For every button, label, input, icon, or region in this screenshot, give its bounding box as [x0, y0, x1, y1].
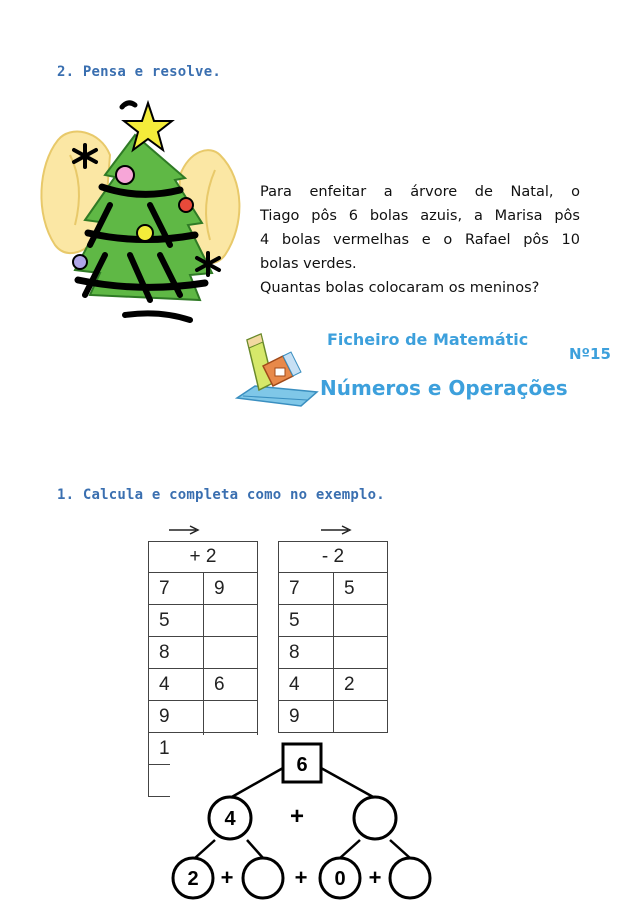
- books-pencil-icon: [235, 328, 320, 410]
- table-cell: 4: [279, 669, 334, 701]
- section-1-heading: 1. Calcula e completa como no exemplo.: [57, 487, 385, 503]
- table-row: [149, 573, 258, 605]
- plus-sign: +: [294, 865, 308, 890]
- sheet-number: Nº15: [569, 345, 611, 363]
- table-cell: 9: [204, 573, 258, 605]
- table-cell: 5: [149, 605, 204, 637]
- table-row: [149, 701, 258, 733]
- table-cell: 8: [279, 637, 334, 669]
- number-tree-diagram: [165, 740, 435, 900]
- table-cell: 5: [279, 605, 334, 637]
- christmas-tree-illustration: [30, 95, 250, 330]
- table-cell: 2: [334, 669, 388, 701]
- table-header: + 2: [149, 542, 258, 573]
- node-circle[interactable]: [390, 858, 430, 898]
- table-cell: 8: [149, 637, 204, 669]
- answer-cell[interactable]: [204, 605, 258, 637]
- table-cell: 7: [149, 573, 204, 605]
- table-cell: 7: [279, 573, 334, 605]
- table-cell: 5: [334, 573, 388, 605]
- plus-sign: +: [289, 803, 305, 830]
- node-circle[interactable]: [243, 858, 283, 898]
- table-row: [279, 637, 388, 669]
- numeros-operacoes-subtitle: Números e Operações: [320, 376, 568, 400]
- table-row: [149, 605, 258, 637]
- table-cell: 6: [204, 669, 258, 701]
- left-node-value: 4: [224, 808, 236, 830]
- table-cell: 9: [279, 701, 334, 733]
- table-row: [149, 637, 258, 669]
- node-circle[interactable]: [354, 797, 396, 839]
- answer-cell[interactable]: [204, 701, 258, 733]
- problem-text: [260, 180, 580, 300]
- bottom-right-value: 0: [334, 868, 346, 890]
- table-row: [279, 605, 388, 637]
- table-row: [279, 573, 388, 605]
- problem-line: Para enfeitar a árvore de Natal, o: [260, 184, 580, 200]
- bottom-left-value: 2: [187, 868, 199, 890]
- problem-line: 4 bolas vermelhas e o Rafael pôs 10: [260, 232, 580, 248]
- table-header: - 2: [279, 542, 388, 573]
- plus-sign: +: [220, 865, 234, 890]
- table-row: [279, 669, 388, 701]
- table-row: [279, 701, 388, 733]
- top-value: 6: [296, 754, 308, 776]
- section-2-heading: 2. Pensa e resolve.: [57, 64, 221, 80]
- table-cell: 1: [149, 733, 204, 765]
- table-cell: 9: [149, 701, 204, 733]
- answer-cell[interactable]: [334, 701, 388, 733]
- answer-cell[interactable]: [334, 605, 388, 637]
- arrow-right-icon: [168, 523, 200, 537]
- subtitle-wrapper: [320, 373, 582, 403]
- plus-sign: +: [368, 865, 382, 890]
- problem-line: bolas verdes.: [260, 256, 357, 272]
- problem-line: Tiago pôs 6 bolas azuis, a Marisa pôs: [260, 208, 580, 224]
- problem-line: Quantas bolas colocaram os meninos?: [260, 280, 540, 296]
- table-row: [149, 669, 258, 701]
- answer-cell[interactable]: [334, 637, 388, 669]
- table-minus-two: [278, 541, 388, 733]
- table-cell: 4: [149, 669, 204, 701]
- arrow-right-icon: [320, 523, 352, 537]
- answer-cell[interactable]: [204, 637, 258, 669]
- ficheiro-title: Ficheiro de Matemátic: [327, 330, 529, 349]
